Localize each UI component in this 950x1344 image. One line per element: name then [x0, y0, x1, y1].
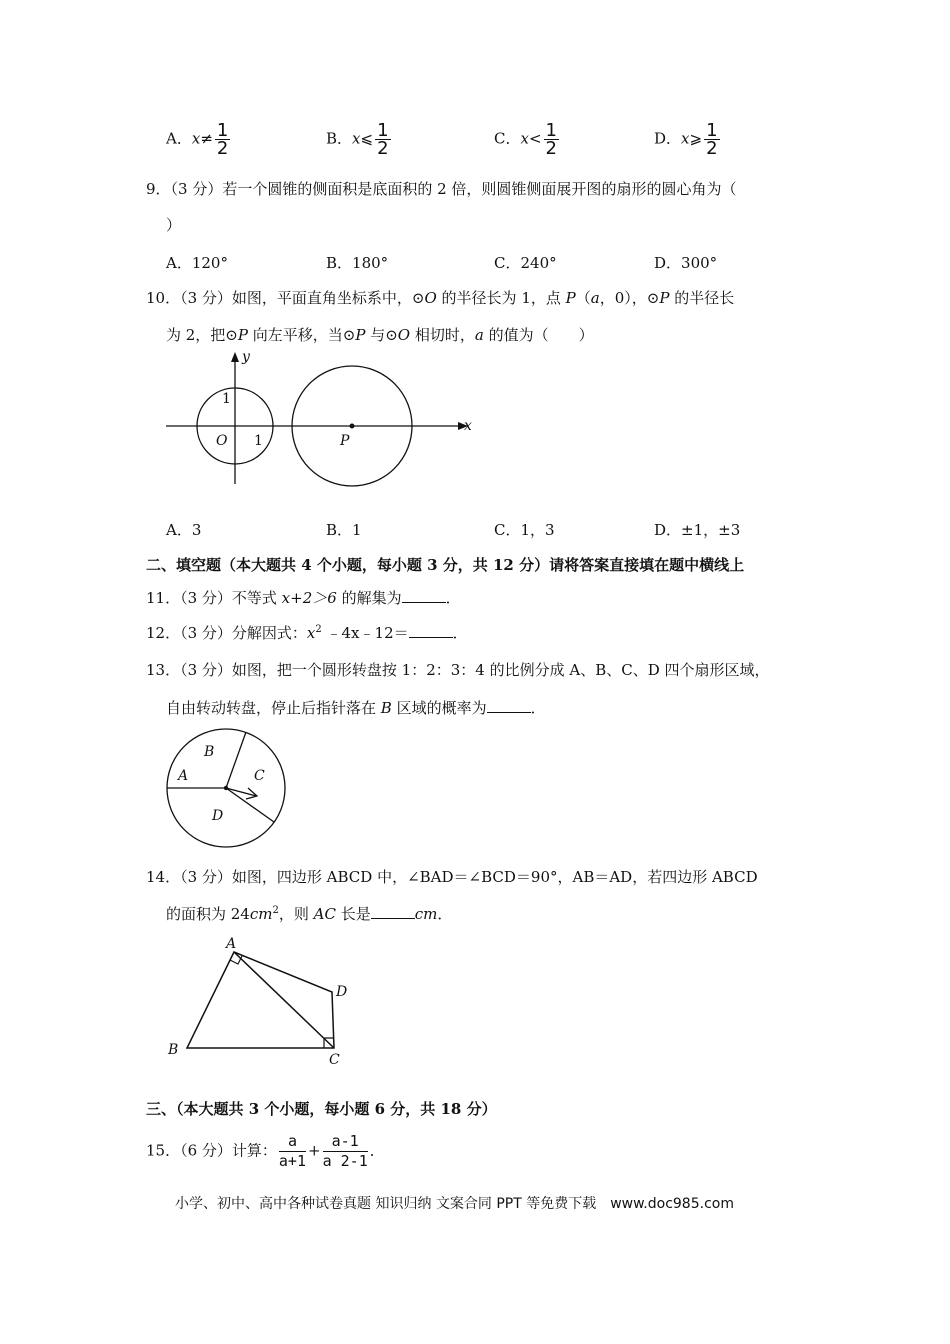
section3-title: 三、（本大题共 3 个小题，每小题 6 分，共 18 分）	[146, 1100, 497, 1118]
q13-answer-blank	[487, 698, 531, 713]
q8-option-d: D．x⩾ $\frac{1}{2}$	[654, 120, 718, 159]
q9-option-d: D．300°	[654, 254, 718, 272]
q10-figure-circles	[160, 348, 490, 494]
y-unit-label: 1	[222, 391, 231, 407]
q13-question-line1: 13．（3 分）如图，把一个圆形转盘按 1：2：3：4 的比例分成 A、B、C、D 四个扇形区域，	[146, 661, 770, 679]
page-footer: 小学、初中、高中各种试卷真题 知识归纳 文案合同 PPT 等免费下载 www.doc985.com	[175, 1196, 734, 1212]
q10-option-a: A．3	[166, 521, 202, 539]
q15-question: 15．（6 分）计算： $\frac{a}{a+1}$ + $\frac{a-1}{a 2-1}$ ．	[146, 1132, 385, 1170]
vertex-d-label: D	[336, 984, 348, 1000]
section2-title: 二、填空题（本大题共 4 个小题，每小题 3 分，共 12 分）请将答案直接填在题中横线上	[146, 556, 745, 574]
q10-option-b: B．1	[326, 521, 362, 539]
q14-quadrilateral-figure	[160, 932, 360, 1067]
sector-b-label: B	[204, 744, 215, 760]
q8-option-b: B．x⩽ $\frac{1}{2}$	[326, 120, 389, 159]
q10-option-d: D．±1，±3	[654, 521, 741, 539]
q9-question: 9．（3 分）若一个圆锥的侧面积是底面积的 2 倍，则圆锥侧面展开图的扇形的圆心角为（	[146, 180, 737, 198]
q11-question: 11．（3 分）不等式 x+2＞6 的解集为 ．	[146, 589, 461, 607]
sector-d-label: D	[212, 808, 224, 824]
origin-label: O	[216, 433, 228, 449]
q9-option-b: B．180°	[326, 254, 389, 272]
point-p-label: P	[340, 433, 350, 449]
q10-option-c: C．1，3	[494, 521, 555, 539]
x-unit-label: 1	[254, 433, 263, 449]
x-axis-label: x	[464, 418, 472, 434]
vertex-b-label: B	[168, 1042, 179, 1058]
q12-answer-blank	[409, 623, 453, 638]
q13-spinner-figure	[160, 724, 292, 852]
q8-option-c: C．x< $\frac{1}{2}$	[494, 120, 557, 159]
q10-question-line2: 为 2，把⊙P 向左平移，当⊙P 与⊙O 相切时，a 的值为（ ）	[166, 326, 594, 344]
vertex-a-label: A	[226, 936, 237, 952]
q13-question-line2: 自由转动转盘，停止后指针落在 B 区域的概率为 ．	[166, 699, 546, 717]
sector-c-label: C	[254, 768, 265, 784]
q9-question-cont: ）	[166, 216, 182, 234]
q9-option-a: A．120°	[166, 254, 228, 272]
q14-answer-blank	[371, 904, 415, 919]
q9-option-c: C．240°	[494, 254, 557, 272]
q14-question-line2: 的面积为 $24cm^2$，则 AC 长是 cm．	[166, 905, 453, 923]
vertex-c-label: C	[329, 1052, 340, 1067]
q12-question: 12．（3 分）分解因式：$x^2$ ﹣4x﹣12＝ ．	[146, 624, 468, 642]
sector-a-label: A	[178, 768, 189, 784]
q8-option-a: A．x≠ $\frac{1}{2}$	[166, 120, 229, 159]
q14-question-line1: 14．（3 分）如图，四边形 ABCD 中，∠BAD＝∠BCD＝90°，AB＝AD，若四边形 ABCD	[146, 868, 758, 886]
q11-answer-blank	[402, 588, 446, 603]
y-axis-label: y	[242, 349, 250, 365]
q10-question-line1: 10．（3 分）如图，平面直角坐标系中，⊙O 的半径长为 1，点 P（a，0），⊙P 的半径长	[146, 289, 735, 307]
